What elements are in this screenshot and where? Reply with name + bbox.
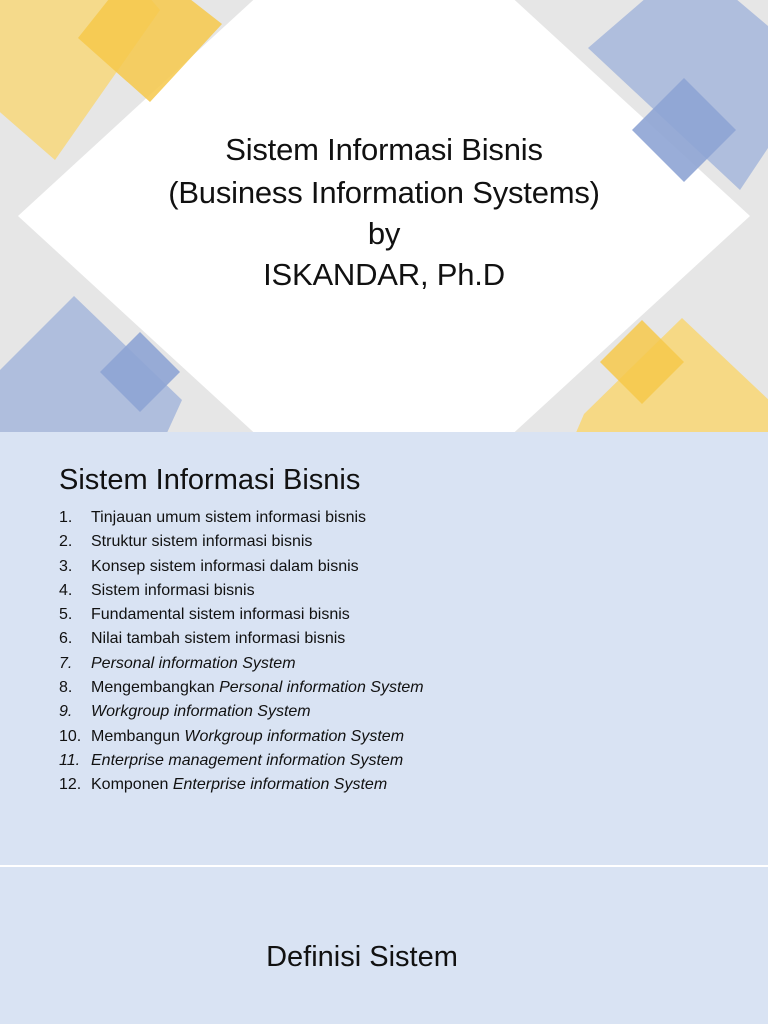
contents-slide bbox=[0, 432, 768, 865]
contents-heading: Sistem Informasi Bisnis bbox=[59, 464, 361, 496]
slide-author: ISKANDAR, Ph.D bbox=[263, 257, 505, 292]
slide-title: Sistem Informasi Bisnis bbox=[225, 132, 543, 167]
list-item: 11. Enterprise management information System bbox=[59, 751, 404, 769]
title-slide bbox=[0, 0, 768, 432]
subtitle-paren: ( bbox=[168, 175, 179, 210]
list-item: 5. Fundamental sistem informasi bisnis bbox=[59, 606, 350, 624]
list-item: 4. Sistem informasi bisnis bbox=[59, 581, 255, 599]
slide-by: by bbox=[367, 216, 401, 251]
subtitle-text: Business Information Systems) bbox=[178, 175, 600, 210]
list-item: 9. Workgroup information System bbox=[59, 703, 311, 721]
definition-heading: Definisi Sistem bbox=[266, 941, 458, 973]
list-item: 2. Struktur sistem informasi bisnis bbox=[59, 533, 313, 551]
slide-subtitle bbox=[0, 172, 768, 213]
title-block bbox=[0, 128, 768, 295]
list-item: 12. Komponen Enterprise information System bbox=[59, 776, 388, 794]
contents-list bbox=[59, 506, 424, 798]
list-item: 8. Mengembangkan Personal information System bbox=[59, 679, 424, 697]
list-item: 10. Membangun Workgroup information System bbox=[59, 727, 405, 745]
list-item: 6. Nilai tambah sistem informasi bisnis bbox=[59, 630, 346, 648]
list-item: 3. Konsep sistem informasi dalam bisnis bbox=[59, 557, 359, 575]
list-item: 1. Tinjauan umum sistem informasi bisnis bbox=[59, 509, 367, 526]
list-item: 7. Personal information System bbox=[59, 654, 296, 672]
definition-slide bbox=[0, 867, 768, 1024]
